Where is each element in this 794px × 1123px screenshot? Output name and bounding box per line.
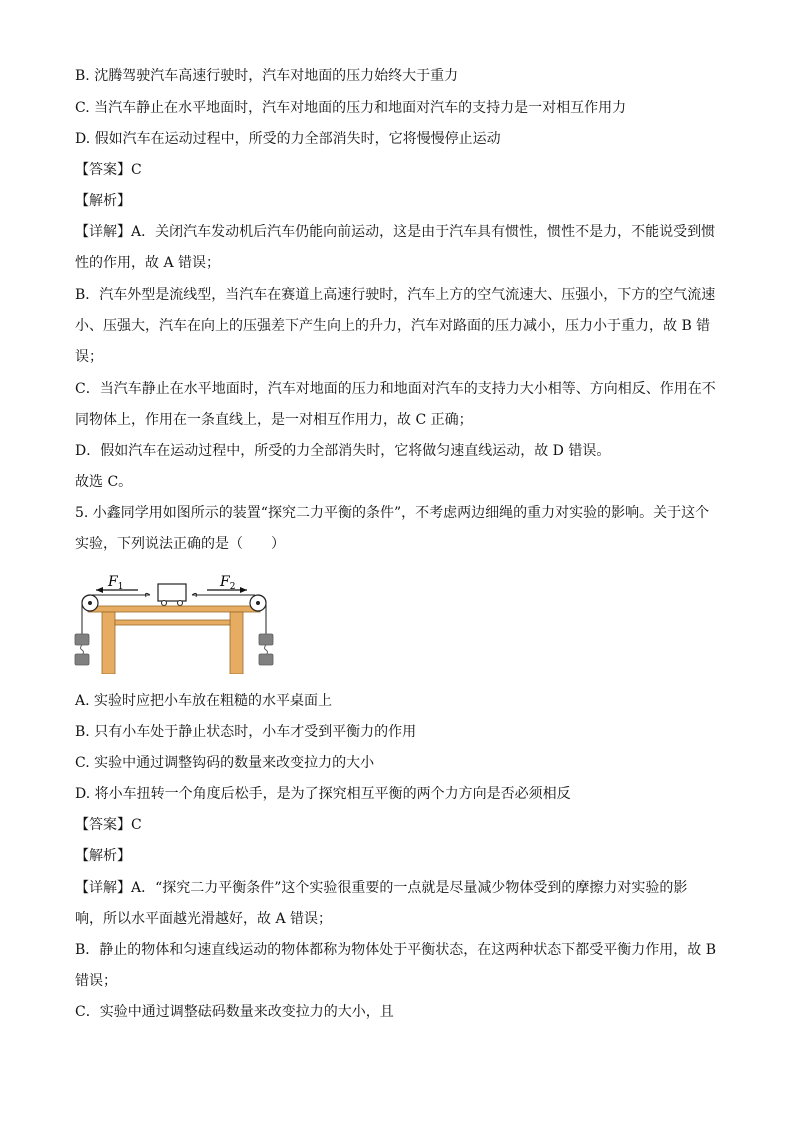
text-line: D. 假如汽车在运动过程中，所受的力全部消失时，它将慢慢停止运动: [75, 131, 501, 147]
f2-label: $F_2$: [220, 574, 236, 592]
text-line: 【答案】C: [75, 817, 142, 833]
left-hook-weights: [75, 634, 89, 665]
text-line: C．实验中通过调整砝码数量来改变拉力的大小，且: [75, 1004, 394, 1020]
text-line: D．假如汽车在运动过程中，所受的力全部消失时，它将做匀速直线运动，故 D 错误。: [75, 443, 611, 459]
text-line: 误；: [75, 349, 103, 365]
text-line: 性的作用，故 A 错误；: [75, 255, 221, 271]
text-line: 【详解】A．关闭汽车发动机后汽车仍能向前运动，这是由于汽车具有惯性，惯性不是力，不能说受到惯: [75, 224, 716, 240]
text-line: 错误；: [75, 973, 117, 989]
text-line: 同物体上，作用在一条直线上，是一对相互作用力，故 C 正确；: [75, 412, 473, 428]
table: [88, 606, 260, 674]
text-line: B．汽车外型是流线型，当汽车在赛道上高速行驶时，汽车上方的空气流速大、压强小，下方的空气流速: [75, 287, 716, 303]
text-line: 【详解】A．“探究二力平衡条件”这个实验很重要的一点就是尽量减少物体受到的摩擦力对实验的影: [75, 880, 688, 896]
text-line: C．当汽车静止在水平地面时，汽车对地面的压力和地面对汽车的支持力大小相等、方向相反、作用在不: [75, 381, 716, 397]
two-force-balance-apparatus-figure: [72, 566, 282, 674]
text-line: 响，所以水平面越光滑越好，故 A 错误；: [75, 911, 333, 927]
text-line: 实验，下列说法正确的是（ ）: [75, 536, 285, 552]
text-line: C. 当汽车静止在水平地面时，汽车对地面的压力和地面对汽车的支持力是一对相互作用力: [75, 100, 627, 116]
text-line: B. 沈腾驾驶汽车高速行驶时，汽车对地面的压力始终大于重力: [75, 68, 459, 84]
text-line: A. 实验时应把小车放在粗糙的水平桌面上: [75, 693, 333, 709]
text-line: C. 实验中通过调整钩码的数量来改变拉力的大小: [75, 755, 375, 771]
text-line: 【解析】: [75, 848, 131, 864]
cart: [158, 584, 186, 606]
text-line: 【解析】: [75, 193, 131, 209]
f1-label: $F_1$: [108, 574, 124, 592]
text-line: B. 只有小车处于静止状态时，小车才受到平衡力的作用: [75, 724, 417, 740]
text-line: B．静止的物体和匀速直线运动的物体都称为物体处于平衡状态，在这两种状态下都受平衡力作用，故 B: [75, 942, 717, 958]
text-line: 5. 小鑫同学用如图所示的装置“探究二力平衡的条件”，不考虑两边细绳的重力对实验的影响。关于这个: [75, 505, 710, 521]
text-line: D. 将小车扭转一个角度后松手，是为了探究相互平衡的两个力方向是否必须相反: [75, 786, 571, 802]
text-line: 【答案】C: [75, 162, 142, 178]
text-line: 故选 C。: [75, 474, 133, 490]
text-line: 小、压强大，汽车在向上的压强差下产生向上的升力，汽车对路面的压力减小，压力小于重力，故 B 错: [75, 318, 711, 334]
apparatus-diagram: [72, 566, 282, 674]
right-hook-weights: [259, 634, 273, 665]
